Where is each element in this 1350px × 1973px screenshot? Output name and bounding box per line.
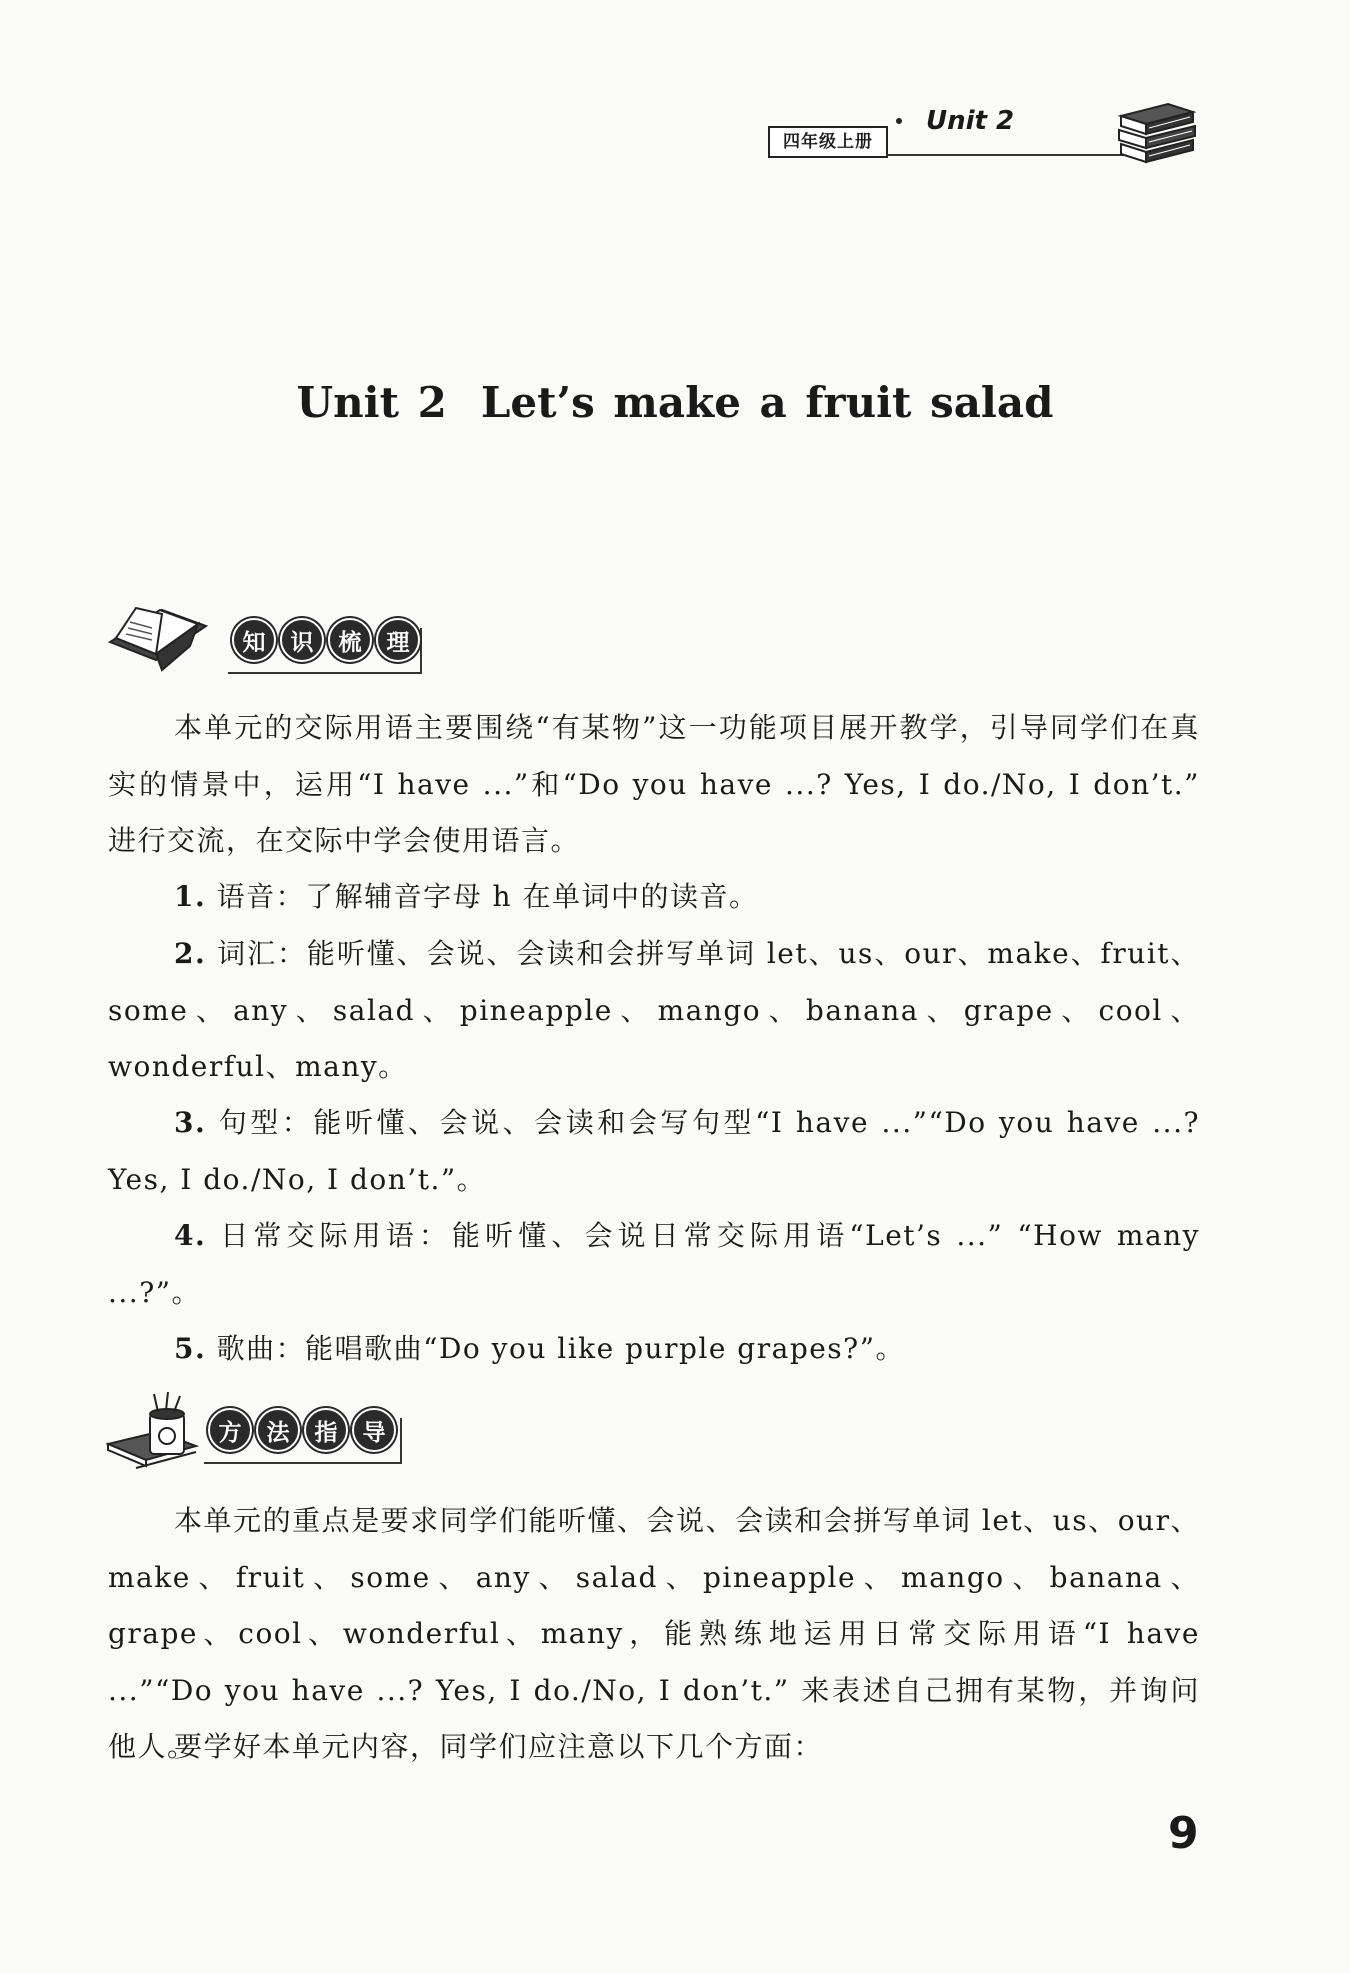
header-dot	[896, 118, 902, 124]
books-stack-icon	[1113, 96, 1198, 164]
item-number: 4.	[174, 1219, 207, 1252]
list-item	[108, 1321, 1200, 1378]
list-item	[108, 1095, 1200, 1208]
item-text: 词汇：能听懂、会说、会读和会拼写单词 let、us、our、make、fruit、some、any、salad、pineapple、mango、banana、grape、cool、wonderful、many。	[108, 937, 1200, 1083]
item-number: 3.	[174, 1106, 207, 1139]
section-method-heading	[106, 1392, 406, 1472]
title-unit: Unit 2	[296, 378, 447, 427]
pencil-cup-icon	[106, 1392, 206, 1472]
grade-label: 四年级上册	[768, 126, 888, 158]
item-text: 句型：能听懂、会说、会读和会写句型“I have ...”“Do you have ...? Yes, I do./No, I don’t.”。	[108, 1106, 1200, 1196]
title-text: Let’s make a fruit salad	[480, 378, 1054, 427]
badge-char: 指	[304, 1408, 348, 1452]
list-item	[108, 869, 1200, 926]
item-text: 歌曲：能唱歌曲“Do you like purple grapes?”。	[216, 1332, 906, 1365]
intro-paragraph: 本单元的交际用语主要围绕“有某物”这一功能项目展开教学，引导同学们在真实的情景中，运用“I have ...”和“Do you have ...? Yes, I do./No, I don’t.” 进行交流，在交际中学会使用语言。	[108, 711, 1200, 857]
open-book-icon	[106, 600, 216, 680]
badge-char: 知	[232, 618, 276, 662]
page-header	[768, 96, 1198, 168]
badge-char: 法	[256, 1408, 300, 1452]
item-number: 5.	[174, 1332, 207, 1365]
page-number: 9	[1168, 1808, 1199, 1859]
method-paragraph-2: 要学好本单元内容，同学们应注意以下几个方面：	[174, 1730, 824, 1763]
item-number: 2.	[174, 937, 207, 970]
list-item	[108, 1208, 1200, 1321]
method-paragraph: 本单元的重点是要求同学们能听懂、会说、会读和会拼写单词 let、us、our、make、fruit、some、any、salad、pineapple、mango、banana、grape、cool、wonderful、many，能熟练地运用日常交际用语“I have ...”“Do you have ...? Yes, I do./No, I don’t.” 来表述自己拥有某物，并询问他人。	[108, 1504, 1200, 1763]
list-item	[108, 926, 1200, 1096]
badge-char: 梳	[328, 618, 372, 662]
section-badges	[232, 618, 420, 662]
section-badges	[208, 1408, 396, 1452]
item-text: 日常交际用语：能听懂、会说日常交际用语“Let’s ...” “How many ...?”。	[108, 1219, 1200, 1309]
item-text: 语音：了解辅音字母 h 在单词中的读音。	[216, 880, 759, 913]
item-number: 1.	[174, 880, 207, 913]
badge-char: 理	[376, 618, 420, 662]
badge-char: 方	[208, 1408, 252, 1452]
badge-char: 导	[352, 1408, 396, 1452]
badge-char: 识	[280, 618, 324, 662]
header-unit-label: Unit 2	[926, 106, 1015, 136]
page-title	[0, 378, 1350, 427]
section-knowledge-heading	[106, 600, 426, 680]
header-rule	[886, 154, 1126, 156]
